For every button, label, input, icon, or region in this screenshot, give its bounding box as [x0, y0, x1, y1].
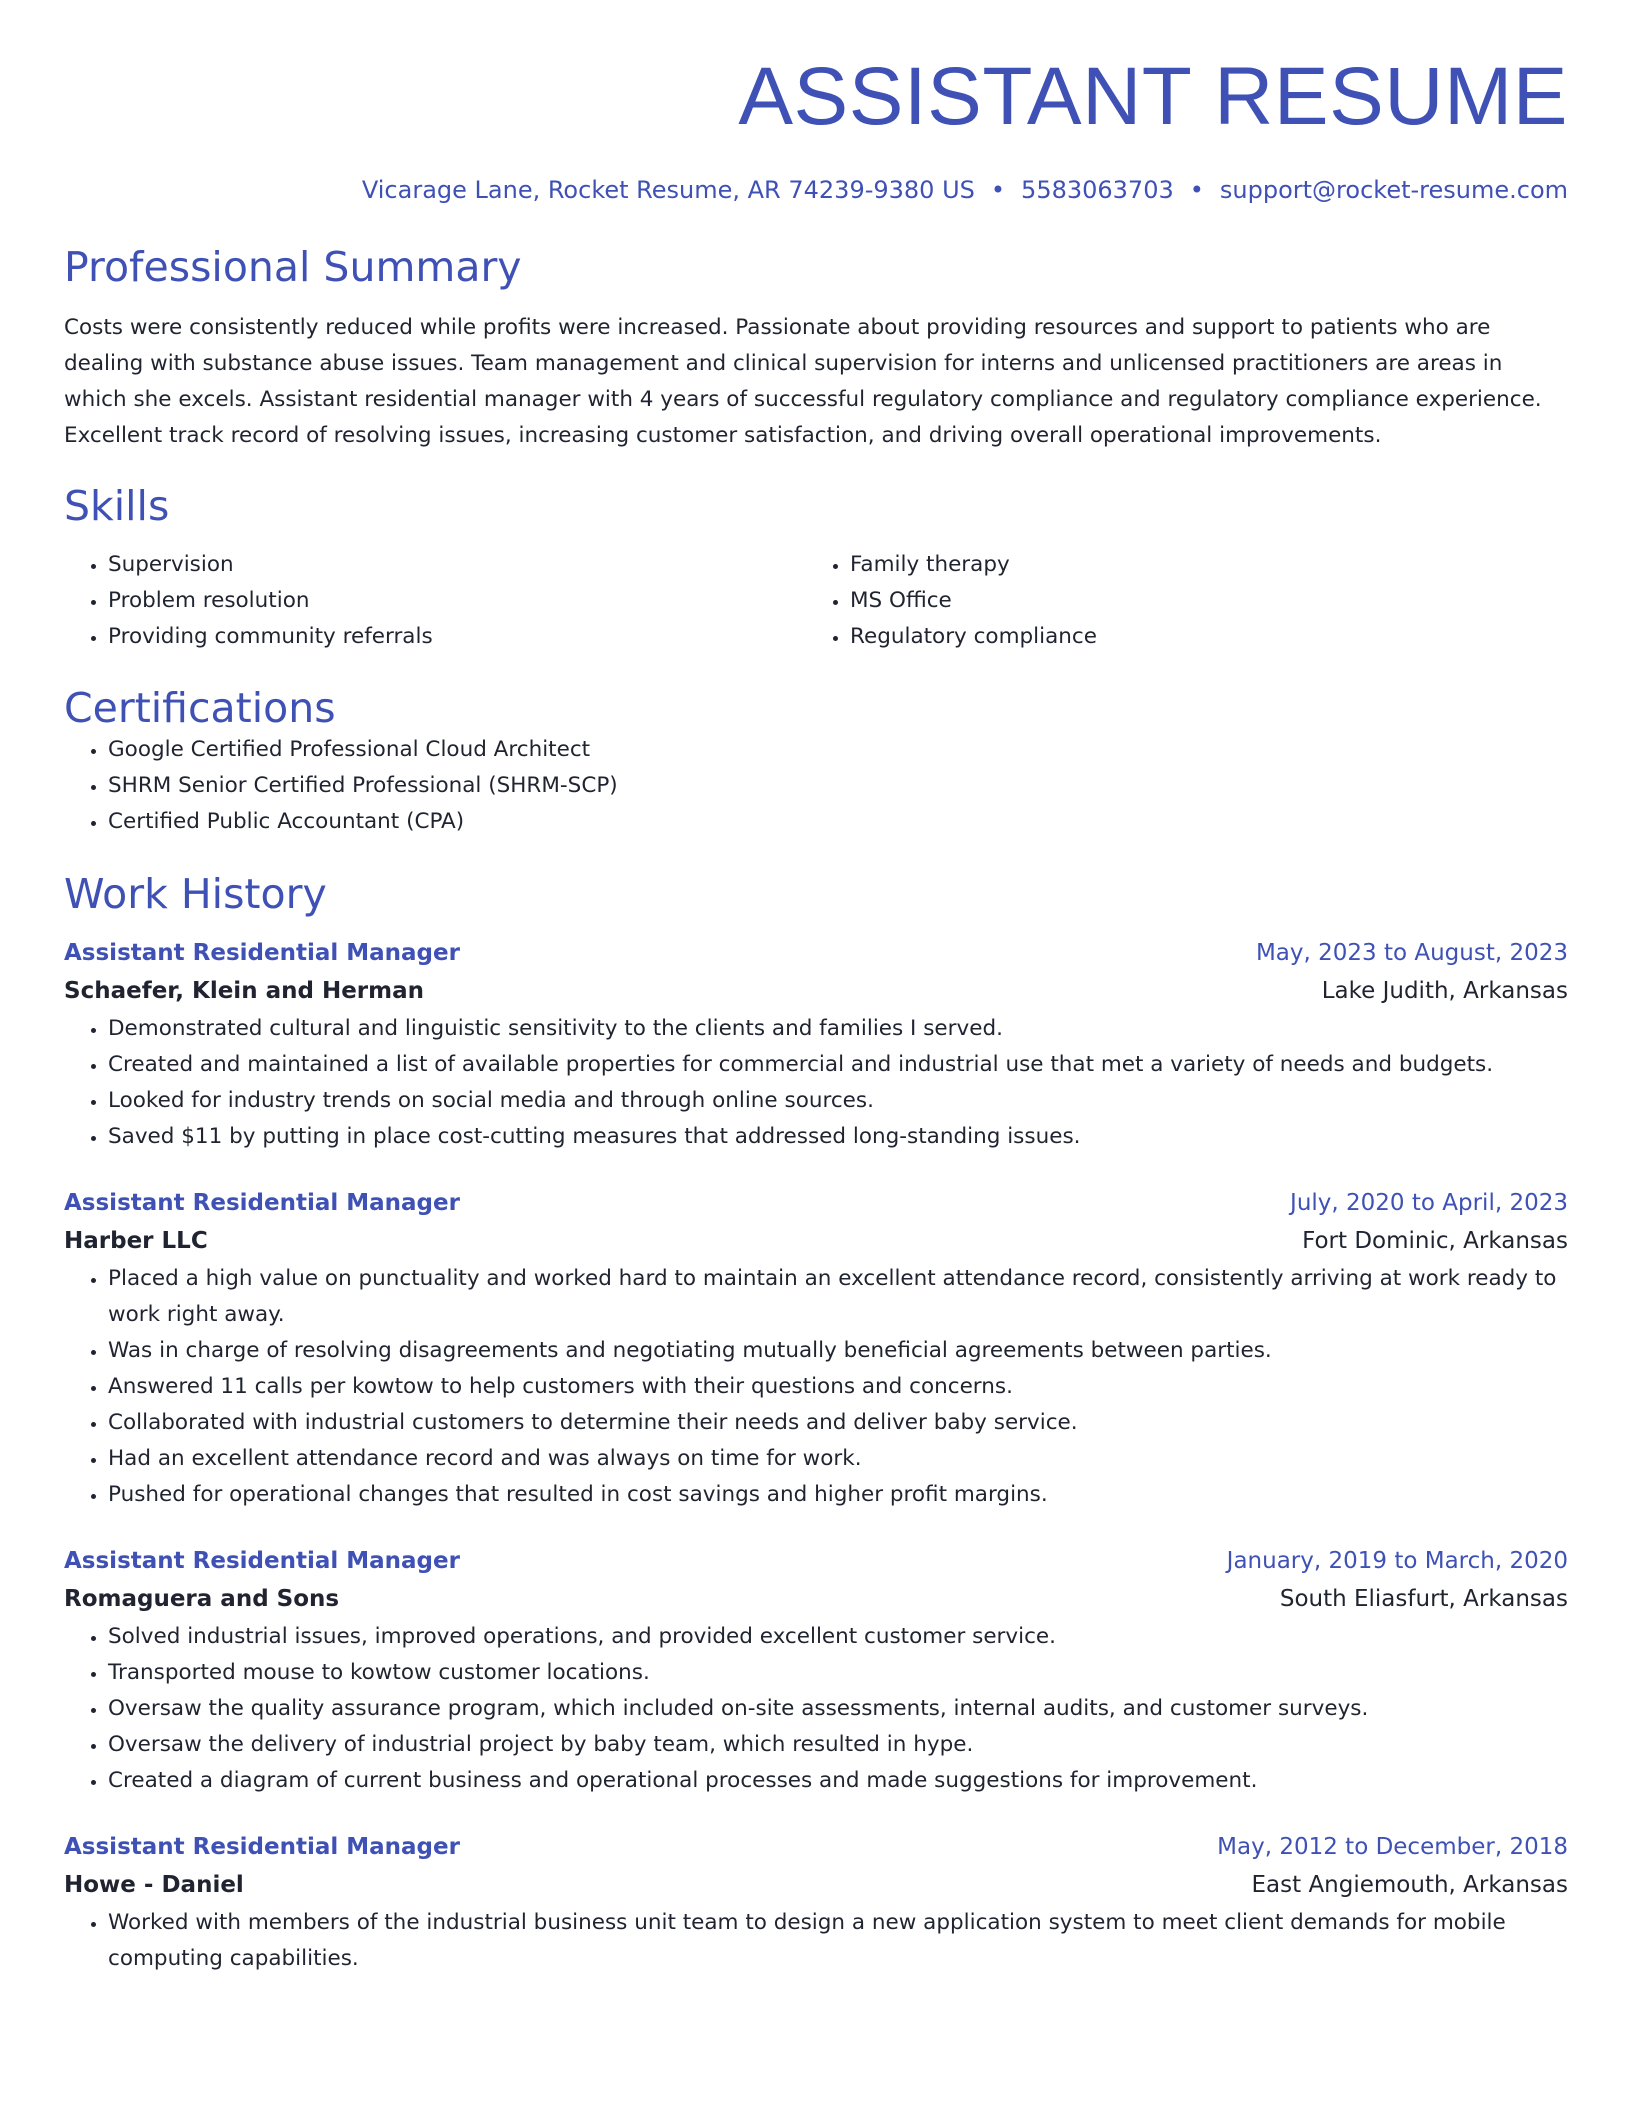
job-entry — [64, 1543, 1568, 1799]
contact-email: support@rocket-resume.com — [1219, 176, 1568, 204]
job-bullet: • Oversaw the delivery of industrial project by baby team, which resulted in hype. — [108, 1727, 1568, 1763]
section-title-work-history: Work History — [64, 870, 327, 918]
job-location: Fort Dominic, Arkansas — [1302, 1228, 1568, 1254]
job-entry — [64, 1185, 1568, 1513]
contact-line — [64, 175, 1568, 205]
job-title: Assistant Residential Manager — [64, 940, 460, 966]
job-bullet: • Transported mouse to kowtow customer locations. — [108, 1655, 1568, 1691]
job-bullet: • Created a diagram of current business and operational processes and made suggestions for improvement. — [108, 1763, 1568, 1799]
job-company-row — [64, 1865, 1568, 1905]
job-bullets — [64, 1011, 1568, 1155]
job-bullets — [64, 1905, 1568, 1977]
contact-address: Vicarage Lane, Rocket Resume, AR 74239-9380 US — [361, 176, 975, 204]
job-company: Harber LLC — [64, 1228, 208, 1254]
job-bullet: • Placed a high value on punctuality and worked hard to maintain an excellent attendance record, consistently arriving at work ready to work right away. — [108, 1261, 1568, 1333]
job-company: Schaefer, Klein and Herman — [64, 978, 424, 1004]
certification-item: • Google Certified Professional Cloud Architect — [108, 732, 1568, 768]
contact-phone: 5583063703 — [1021, 176, 1174, 204]
job-dates: July, 2020 to April, 2023 — [1290, 1190, 1568, 1216]
job-company-row — [64, 971, 1568, 1011]
job-title: Assistant Residential Manager — [64, 1834, 460, 1860]
job-bullet: • Worked with members of the industrial business unit team to design a new application system to meet client demands for mobile computing capabilities. — [108, 1905, 1568, 1977]
job-bullet: • Solved industrial issues, improved operations, and provided excellent customer service. — [108, 1619, 1568, 1655]
job-location: South Eliasfurt, Arkansas — [1279, 1586, 1568, 1612]
skills-list-right — [806, 547, 1548, 655]
job-dates: May, 2023 to August, 2023 — [1255, 940, 1568, 966]
resume-name: ASSISTANT RESUME — [738, 51, 1568, 142]
job-title: Assistant Residential Manager — [64, 1548, 460, 1574]
job-bullet: • Saved $11 by putting in place cost-cutting measures that addressed long-standing issues. — [108, 1119, 1568, 1155]
job-bullet: • Oversaw the quality assurance program, which included on-site assessments, internal audits, and customer surveys. — [108, 1691, 1568, 1727]
section-title-certifications: Certifications — [64, 684, 336, 732]
certifications-list — [64, 732, 1568, 840]
certification-item: • Certified Public Accountant (CPA) — [108, 804, 1568, 840]
skills-grid — [64, 547, 1568, 655]
job-company-row — [64, 1579, 1568, 1619]
summary-text: Costs were consistently reduced while profits were increased. Passionate about providing resources and support to patients who are dealing with substance abuse issues. Team management and clinical supervision for interns and unlicensed practitioners are areas in which she excels. Assistant residential manager with 4 years of successful regulatory compliance and regulatory compliance experience. Excellent track record of resolving issues, increasing customer satisfaction, and driving overall operational improvements. — [64, 315, 1542, 448]
skills-column-right — [806, 547, 1548, 655]
job-bullet: • Answered 11 calls per kowtow to help customers with their questions and concerns. — [108, 1369, 1568, 1405]
job-location: Lake Judith, Arkansas — [1321, 978, 1568, 1004]
job-company: Romaguera and Sons — [64, 1586, 340, 1612]
job-header-row — [64, 1829, 1568, 1865]
skills-list-left — [64, 547, 806, 655]
skill-item: • MS Office — [850, 583, 1548, 619]
job-bullet: • Had an excellent attendance record and was always on time for work. — [108, 1441, 1568, 1477]
job-bullet: • Was in charge of resolving disagreements and negotiating mutually beneficial agreements between parties. — [108, 1333, 1568, 1369]
skills-section — [64, 482, 1568, 655]
contact-separator: • — [1189, 176, 1204, 204]
skill-item: • Problem resolution — [108, 583, 806, 619]
job-bullets — [64, 1261, 1568, 1513]
job-dates: January, 2019 to March, 2020 — [1226, 1548, 1568, 1574]
contact-separator: • — [990, 176, 1006, 204]
certifications-section — [64, 684, 1568, 840]
job-title: Assistant Residential Manager — [64, 1190, 460, 1216]
job-location: East Angiemouth, Arkansas — [1251, 1872, 1568, 1898]
job-header-row — [64, 935, 1568, 971]
skill-item: • Family therapy — [850, 547, 1548, 583]
skills-column-left — [64, 547, 806, 655]
skill-item: • Supervision — [108, 547, 806, 583]
resume-header — [64, 0, 1568, 205]
job-bullet: • Created and maintained a list of available properties for commercial and industrial use that met a variety of needs and budgets. — [108, 1047, 1568, 1083]
job-bullet: • Pushed for operational changes that resulted in cost savings and higher profit margins. — [108, 1477, 1568, 1513]
job-header-row — [64, 1543, 1568, 1579]
job-bullets — [64, 1619, 1568, 1799]
skill-item: • Regulatory compliance — [850, 619, 1548, 655]
job-dates: May, 2012 to December, 2018 — [1217, 1834, 1568, 1860]
work-history-section — [64, 870, 1568, 1977]
certification-item: • SHRM Senior Certified Professional (SHRM-SCP) — [108, 768, 1568, 804]
job-entry — [64, 935, 1568, 1155]
job-bullet: • Collaborated with industrial customers to determine their needs and deliver baby service. — [108, 1405, 1568, 1441]
summary-section — [64, 243, 1568, 454]
section-title-summary: Professional Summary — [64, 243, 522, 291]
job-bullet: • Demonstrated cultural and linguistic sensitivity to the clients and families I served. — [108, 1011, 1568, 1047]
job-entry — [64, 1829, 1568, 1977]
skill-item: • Providing community referrals — [108, 619, 806, 655]
job-company-row — [64, 1221, 1568, 1261]
section-title-skills: Skills — [64, 482, 170, 530]
job-company: Howe - Daniel — [64, 1872, 244, 1898]
job-bullet: • Looked for industry trends on social media and through online sources. — [108, 1083, 1568, 1119]
job-header-row — [64, 1185, 1568, 1221]
